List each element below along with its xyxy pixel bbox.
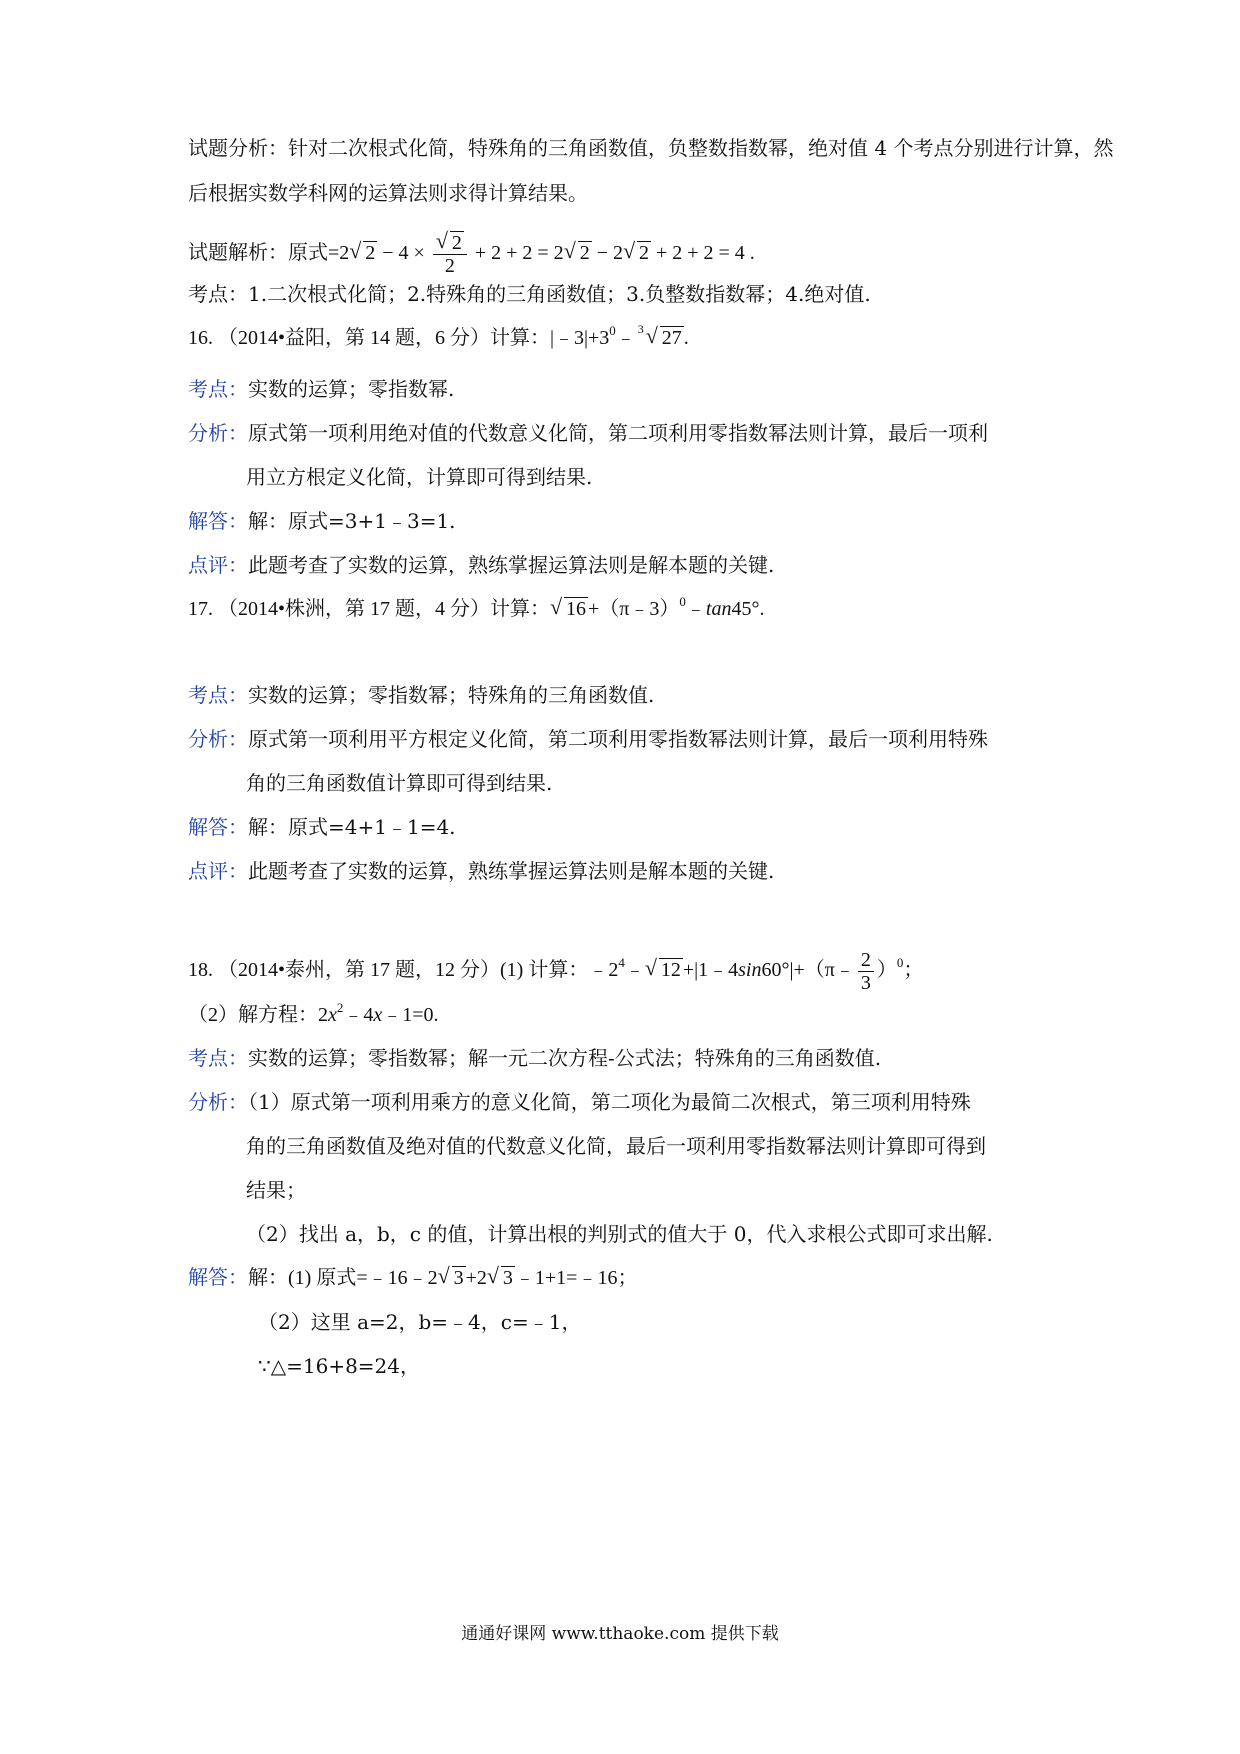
kaodian-line: 考点：1.二次根式化简；2.特殊角的三角函数值；3.负整数指数幂；4.绝对值. bbox=[188, 282, 871, 306]
footer: 通通好课网 www.tthaoke.com 提供下载 bbox=[461, 1624, 779, 1644]
q17-jieda: 解答：解：原式=4+1﹣1=4. bbox=[188, 815, 456, 839]
analysis-line-2: 后根据实数学科网的运算法则求得计算结果。 bbox=[188, 181, 588, 205]
sqrt-radical: √ 2 bbox=[349, 238, 376, 265]
analysis-line-1: 试题分析：针对二次根式化简，特殊角的三角函数值，负整数指数幂，绝对值 4 个考点分别进行计算，然 bbox=[188, 136, 1114, 160]
q16-kaodian: 考点：实数的运算；零指数幂. bbox=[188, 377, 455, 401]
q18-part2: （2）解方程：$2x^2﹣4x﹣1=0$. bbox=[188, 1000, 439, 1026]
q17-fenxi-cont: 角的三角函数值计算即可得到结果. bbox=[246, 771, 553, 795]
q18-jieda: 解答：解：(1) 原式=﹣16﹣2 √ 3 +2 √ 3 ﹣1+1=﹣16； bbox=[188, 1263, 638, 1289]
q18-stem: 18. （2014•泰州，第 17 题，12 分）(1) 计算：$﹣2^4﹣$ √ 12 +|1﹣4sin60°|+（π﹣ $\frac{2}{3}$ ）$^0$； bbox=[188, 949, 924, 994]
q18-fenxi-cont-1: 角的三角函数值及绝对值的代数意义化简，最后一项利用零指数幂法则计算即可得到 bbox=[246, 1134, 986, 1158]
q16-stem: 16. （2014•益阳，第 14 题，6 分）计算：$|﹣3|+3^0﹣$ 3 √ 27 . bbox=[188, 322, 689, 349]
q18-kaodian: 考点：实数的运算；零指数幂；解一元二次方程-公式法；特殊角的三角函数值. bbox=[188, 1046, 882, 1070]
q18-jieda-2: （2）这里 a=2，b=﹣4，c=﹣1， bbox=[258, 1310, 582, 1334]
q18-fenxi-cont-2: 结果； bbox=[246, 1178, 306, 1202]
q17-kaodian: 考点：实数的运算；零指数幂；特殊角的三角函数值. bbox=[188, 683, 655, 707]
solution-line: 试题解析：原式=2 √ 2 − 4 × √ 2 2 + 2 + 2 = 2 √ 2 − 2 √ 2 + 2 + 2 = 4 . bbox=[188, 228, 755, 277]
q16-jieda: 解答：解：原式=3+1﹣3=1. bbox=[188, 509, 456, 533]
q18-fenxi-part2: （2）找出 a，b，c 的值，计算出根的判别式的值大于 0，代入求根公式即可求出解. bbox=[246, 1222, 993, 1246]
q18-jieda-3: ∵△=16+8=24， bbox=[258, 1354, 421, 1378]
q17-stem: 17. （2014•株洲，第 17 题，4 分）计算： √ 16 +（π﹣3）$^0$﹣tan45°. bbox=[188, 594, 765, 620]
q17-fenxi: 分析：原式第一项利用平方根定义化简，第二项利用零指数幂法则计算，最后一项利用特殊 bbox=[188, 727, 988, 751]
q16-fenxi-cont: 用立方根定义化简，计算即可得到结果. bbox=[246, 465, 593, 489]
q16-fenxi: 分析：原式第一项利用绝对值的代数意义化简，第二项利用零指数幂法则计算，最后一项利 bbox=[188, 421, 988, 445]
fraction: √ 2 2 bbox=[433, 232, 467, 277]
q18-fenxi: 分析：（1）原式第一项利用乘方的意义化简，第二项化为最简二次根式，第三项利用特殊 bbox=[188, 1090, 971, 1114]
q17-dianping: 点评：此题考查了实数的运算，熟练掌握运算法则是解本题的关键. bbox=[188, 859, 775, 883]
q16-dianping: 点评：此题考查了实数的运算，熟练掌握运算法则是解本题的关键. bbox=[188, 553, 775, 577]
